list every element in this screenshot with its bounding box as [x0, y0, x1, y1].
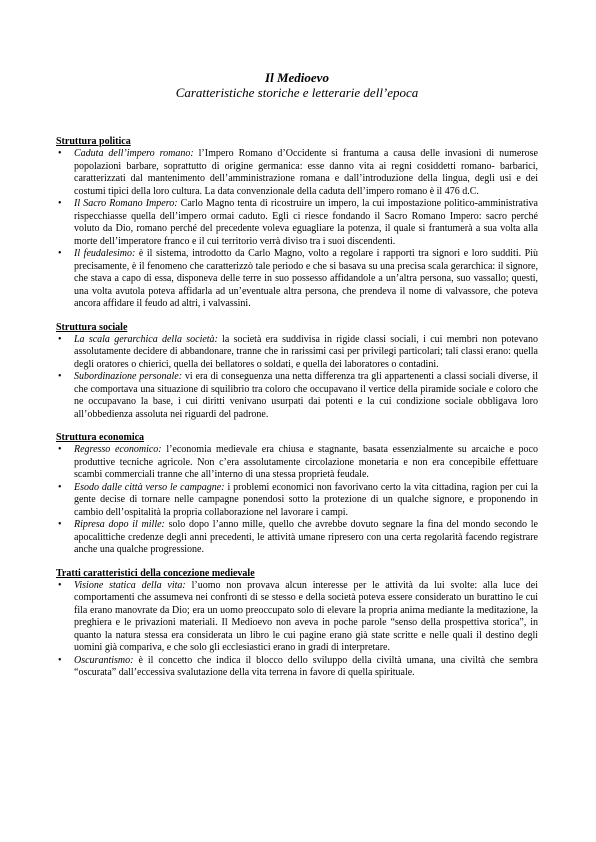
- item-text: l’Impero Romano d’Occidente si frantuma a causa delle invasioni di numerose popolazioni barbare, soprattutto di origine germanica: esse danno vita ai regni cosiddetti romano- barbarici, caratterizzati dal mantenimento dell’amministrazione romana e dall’introduzione della lingua, degli usi e dei costumi tipici della loro cultura. La data convenzionale della caduta dell’impero romano è il 476 d.C.: [74, 148, 538, 197]
- section-heading: Struttura politica: [56, 136, 131, 147]
- document-title: Il Medioevo: [265, 70, 329, 85]
- bullet-list: [56, 444, 538, 557]
- section-tratti-caratteristici: [56, 568, 538, 680]
- item-text: l’uomo non provava alcun interesse per le attività da lui svolte: alla luce dei comportamenti che assumeva nei confronti di se stesso e della società poteva essere considerato un burattino le cui fila erano manovrate da Dio; era un uomo preoccupato solo di elevare la propria anima mediante la meditazione, la preghiera e le privazioni materiali. Il Medioevo non aveva in poche parole “senso della prospettiva storica”, in quanto la natura stessa era considerata un libro le cui pagine erano già state scritte e nelle quali il destino degli uomini già compariva, e che solo gli ecclesiastici erano in gradi di interpretare.: [74, 579, 538, 653]
- item-text: i problemi economici non favorivano certo la vita cittadina, ragion per cui la gente decise di tornare nelle campagne ponendosi sotto la protezione di un qualche signore, e proponendo in cambio dell’ospitalità la propria collaborazione nel lavorare i campi.: [74, 481, 538, 518]
- section-heading: Struttura economica: [56, 432, 145, 443]
- list-item: [56, 371, 538, 421]
- bullet-list: [56, 580, 538, 680]
- item-term: Il Sacro Romano Impero:: [74, 198, 178, 209]
- document-header: [56, 70, 538, 100]
- list-item: [56, 198, 538, 248]
- item-term: La scala gerarchica della società:: [74, 333, 218, 345]
- item-term: Esodo dalle città verso le campagne:: [74, 481, 225, 493]
- list-item: [56, 148, 538, 198]
- section-struttura-economica: [56, 432, 538, 557]
- item-term: Caduta dell’impero romano:: [74, 148, 194, 159]
- list-item: [56, 580, 538, 655]
- list-item: [56, 444, 538, 482]
- item-term: Il feudalesimo:: [74, 248, 136, 259]
- section-heading: Tratti caratteristici della concezione medievale: [56, 567, 255, 579]
- item-text: vi era di conseguenza una netta differenza tra gli appartenenti a classi sociali diverse, il che comportava una situazione di squilibrio tra coloro che occupavano il vertice della piramide sociale e coloro che ne occupavano la base, i cui diritti venivano usurpati dai potenti e la cui condizione sociale obbligava loro all’obbedienza assoluta nei riguardi del padrone.: [74, 371, 538, 420]
- item-text: solo dopo l’anno mille, quello che avrebbe dovuto segnare la fina del mondo secondo le apocalittiche credenze degli anni precedenti, le attività umane ripresero con una certa regolarità facendo registrare anche una qualche progressione.: [74, 519, 538, 555]
- list-item: [56, 482, 538, 520]
- item-term: Ripresa dopo il mille:: [74, 519, 165, 530]
- item-text: l’economia medievale era chiusa e stagnante, basata essenzialmente su arcaiche e poco produttive tecniche agricole. Non c’era assolutamente circolazione monetaria e non era concepibile effettuare scambi commerciali tranne che all’interno di una stessa proprietà feudale.: [74, 444, 538, 480]
- item-term: Oscurantismo:: [74, 654, 134, 666]
- section-heading: Struttura sociale: [56, 321, 128, 333]
- item-term: Subordinazione personale:: [74, 371, 183, 382]
- bullet-list: [56, 148, 538, 311]
- item-text: è il concetto che indica il blocco dello sviluppo della civiltà umana, una civiltà che sembra “oscurata” dall’eccessiva svalutazione della vita terrena in favore di quella spirituale.: [74, 654, 538, 678]
- list-item: [56, 248, 538, 311]
- section-struttura-politica: [56, 136, 538, 311]
- document-page: [56, 70, 538, 691]
- item-term: Regresso economico:: [74, 444, 162, 455]
- section-struttura-sociale: [56, 322, 538, 422]
- bullet-list: [56, 334, 538, 422]
- item-text: Carlo Magno tenta di ricostruire un impero, la cui impostazione politico-amministrativa rispecchiasse quella dell’impero ormai caduto. Egli ci riesce fondando il Sacro Romano Impero: sacro perché voluto da Dio, romano perché del precedente voleva eguagliare la potenza, il quale si frantumerà a sua volta alla morte dell’imperatore franco e il cui territorio verrà diviso tra i suoi discendenti.: [74, 198, 538, 247]
- list-item: [56, 519, 538, 557]
- document-subtitle: Caratteristiche storiche e letterarie dell’epoca: [175, 85, 419, 100]
- item-text: la società era suddivisa in rigide classi sociali, i cui membri non potevano assolutamente decidere di abbandonare, tranne che in rarissimi casi per privilegi particolari; tali classi erano: quella degli oratores o chierici, quella dei bellatores o soldati, e quella dei laboratores o contadini.: [74, 333, 538, 370]
- list-item: [56, 655, 538, 680]
- item-term: Visione statica della vita:: [74, 579, 186, 591]
- list-item: [56, 334, 538, 372]
- item-text: è il sistema, introdotto da Carlo Magno, volto a regolare i rapporti tra signori e loro sudditi. Più precisamente, è il fenomeno che caratterizzò tale periodo e che si basava su una precisa scala gerarchica: il signore, che stava a capo di essa, disponeva delle terre in suo possesso affidandole a un’altra persona, suo vassallo; questi, una volta avutola poteva affidarla ad un’eventuale altra persona, che prendeva il nome di valvassore, che poteva ancora affidare il feudo ad altri, i valvassini.: [74, 248, 538, 309]
